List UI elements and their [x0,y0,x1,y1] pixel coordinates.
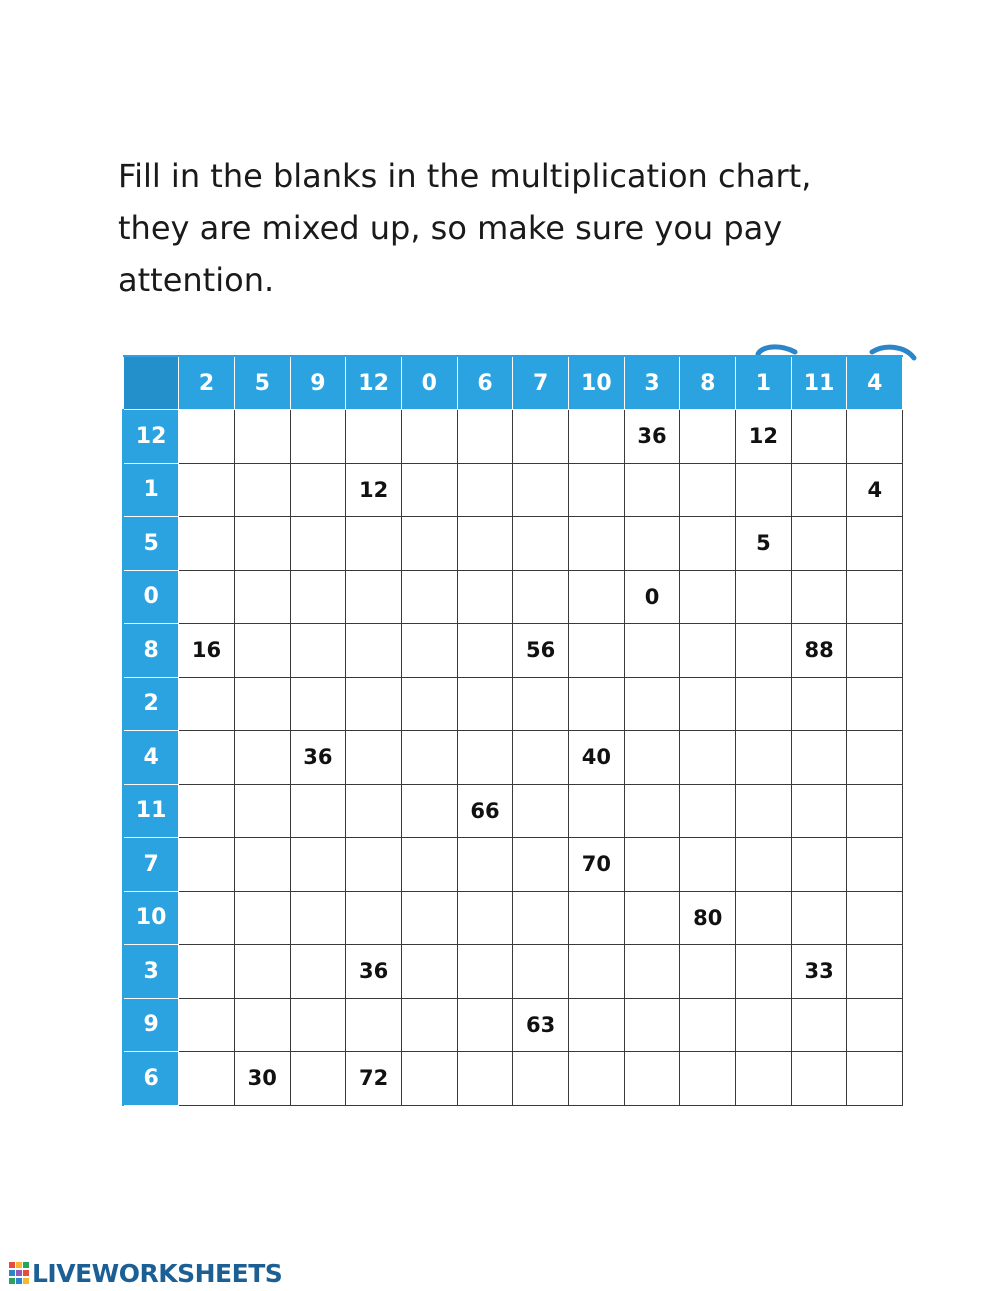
blank-answer-cell[interactable] [457,945,513,999]
table-row [123,410,903,464]
given-product-cell: 80 [680,891,736,945]
blank-answer-cell[interactable] [234,891,290,945]
blank-answer-cell[interactable] [179,838,235,892]
blank-answer-cell[interactable] [290,463,346,517]
blank-answer-cell[interactable] [624,838,680,892]
blank-answer-cell[interactable] [234,410,290,464]
blank-answer-cell[interactable] [401,731,457,785]
row-header-8: 8 [123,624,179,678]
given-product-cell: 4 [847,463,903,517]
blank-answer-cell[interactable] [791,1052,847,1106]
column-header-2: 2 [179,356,235,410]
blank-answer-cell[interactable] [847,998,903,1052]
blank-answer-cell[interactable] [791,838,847,892]
given-product-cell: 40 [569,731,625,785]
table-row [123,945,903,999]
given-product-cell: 70 [569,838,625,892]
blank-answer-cell[interactable] [290,570,346,624]
given-product-cell: 66 [457,784,513,838]
given-product-cell: 30 [234,1052,290,1106]
blank-answer-cell[interactable] [401,998,457,1052]
table-row [123,784,903,838]
column-header-4: 4 [847,356,903,410]
blank-answer-cell[interactable] [346,677,402,731]
blank-answer-cell[interactable] [179,677,235,731]
table-row [123,624,903,678]
column-header-5: 5 [234,356,290,410]
row-header-0: 0 [123,570,179,624]
blank-answer-cell[interactable] [791,677,847,731]
blank-answer-cell[interactable] [513,677,569,731]
row-header-2: 2 [123,677,179,731]
blank-answer-cell[interactable] [346,838,402,892]
blank-answer-cell[interactable] [736,838,792,892]
blank-answer-cell[interactable] [624,731,680,785]
blank-answer-cell[interactable] [234,517,290,571]
blank-answer-cell[interactable] [513,570,569,624]
brand-name: LIVEWORKSHEETS [32,1258,283,1288]
blank-answer-cell[interactable] [569,1052,625,1106]
blank-answer-cell[interactable] [234,784,290,838]
given-product-cell: 72 [346,1052,402,1106]
row-header-9: 9 [123,998,179,1052]
blank-answer-cell[interactable] [624,998,680,1052]
blank-answer-cell[interactable] [290,838,346,892]
row-header-5: 5 [123,517,179,571]
blank-answer-cell[interactable] [346,517,402,571]
corner-cell [123,356,179,410]
column-header-10: 10 [569,356,625,410]
blank-answer-cell[interactable] [346,410,402,464]
blank-answer-cell[interactable] [457,463,513,517]
blank-answer-cell[interactable] [401,517,457,571]
blank-answer-cell[interactable] [179,1052,235,1106]
blank-answer-cell[interactable] [401,945,457,999]
blank-answer-cell[interactable] [624,624,680,678]
blank-answer-cell[interactable] [680,1052,736,1106]
blank-answer-cell[interactable] [290,784,346,838]
blank-answer-cell[interactable] [401,1052,457,1106]
blank-answer-cell[interactable] [290,998,346,1052]
row-header-12: 12 [123,410,179,464]
blank-answer-cell[interactable] [457,410,513,464]
blank-answer-cell[interactable] [624,945,680,999]
given-product-cell: 0 [624,570,680,624]
blank-answer-cell[interactable] [513,945,569,999]
blank-answer-cell[interactable] [346,891,402,945]
blank-answer-cell[interactable] [569,624,625,678]
blank-answer-cell[interactable] [401,463,457,517]
blank-answer-cell[interactable] [624,891,680,945]
blank-answer-cell[interactable] [457,517,513,571]
given-product-cell: 5 [736,517,792,571]
blank-answer-cell[interactable] [457,891,513,945]
blank-answer-cell[interactable] [847,570,903,624]
instructions-line-2: they are mixed up, so make sure you pay [118,209,783,247]
blank-answer-cell[interactable] [513,891,569,945]
table-row [123,838,903,892]
blank-answer-cell[interactable] [401,784,457,838]
column-header-1: 1 [736,356,792,410]
blank-answer-cell[interactable] [569,677,625,731]
column-header-6: 6 [457,356,513,410]
blank-answer-cell[interactable] [791,570,847,624]
blank-answer-cell[interactable] [234,463,290,517]
blank-answer-cell[interactable] [290,1052,346,1106]
blank-answer-cell[interactable] [847,784,903,838]
given-product-cell: 12 [346,463,402,517]
table-row [123,463,903,517]
table-row [123,570,903,624]
blank-answer-cell[interactable] [847,517,903,571]
row-header-10: 10 [123,891,179,945]
row-header-3: 3 [123,945,179,999]
column-header-0: 0 [401,356,457,410]
row-header-6: 6 [123,1052,179,1106]
blank-answer-cell[interactable] [234,624,290,678]
column-header-12: 12 [346,356,402,410]
given-product-cell: 88 [791,624,847,678]
blank-answer-cell[interactable] [847,410,903,464]
blank-answer-cell[interactable] [513,463,569,517]
blank-answer-cell[interactable] [791,731,847,785]
blank-answer-cell[interactable] [736,624,792,678]
blank-answer-cell[interactable] [569,410,625,464]
blank-answer-cell[interactable] [680,410,736,464]
blank-answer-cell[interactable] [680,998,736,1052]
blank-answer-cell[interactable] [736,784,792,838]
blank-answer-cell[interactable] [736,677,792,731]
blank-answer-cell[interactable] [401,838,457,892]
blank-answer-cell[interactable] [569,945,625,999]
blank-answer-cell[interactable] [736,1052,792,1106]
blank-answer-cell[interactable] [290,891,346,945]
blank-answer-cell[interactable] [791,517,847,571]
given-product-cell: 36 [346,945,402,999]
blank-answer-cell[interactable] [791,463,847,517]
blank-answer-cell[interactable] [736,945,792,999]
blank-answer-cell[interactable] [179,731,235,785]
blank-answer-cell[interactable] [513,731,569,785]
blank-answer-cell[interactable] [569,998,625,1052]
given-product-cell: 36 [290,731,346,785]
blank-answer-cell[interactable] [346,731,402,785]
blank-answer-cell[interactable] [290,624,346,678]
blank-answer-cell[interactable] [179,410,235,464]
blank-answer-cell[interactable] [346,998,402,1052]
column-header-8: 8 [680,356,736,410]
blank-answer-cell[interactable] [736,891,792,945]
row-header-7: 7 [123,838,179,892]
blank-answer-cell[interactable] [680,731,736,785]
blank-answer-cell[interactable] [234,945,290,999]
blank-answer-cell[interactable] [401,570,457,624]
column-header-11: 11 [791,356,847,410]
blank-answer-cell[interactable] [179,945,235,999]
blank-answer-cell[interactable] [179,784,235,838]
given-product-cell: 56 [513,624,569,678]
table-row [123,677,903,731]
blank-answer-cell[interactable] [401,624,457,678]
chart-body [123,410,903,1106]
blank-answer-cell[interactable] [234,838,290,892]
table-row [123,998,903,1052]
table-row [123,1052,903,1106]
blank-answer-cell[interactable] [513,410,569,464]
given-product-cell: 36 [624,410,680,464]
instructions-line-1: Fill in the blanks in the multiplication chart, [118,157,812,195]
blank-answer-cell[interactable] [680,463,736,517]
blank-answer-cell[interactable] [513,1052,569,1106]
blank-answer-cell[interactable] [736,570,792,624]
column-header-3: 3 [624,356,680,410]
blank-answer-cell[interactable] [847,1052,903,1106]
blank-answer-cell[interactable] [179,998,235,1052]
blank-answer-cell[interactable] [179,463,235,517]
blank-answer-cell[interactable] [401,410,457,464]
given-product-cell: 63 [513,998,569,1052]
brand-footer [8,1258,282,1288]
blank-answer-cell[interactable] [847,891,903,945]
instructions-line-3: attention. [118,261,275,299]
blank-answer-cell[interactable] [234,998,290,1052]
blank-answer-cell[interactable] [290,677,346,731]
blank-answer-cell[interactable] [680,784,736,838]
row-header-4: 4 [123,731,179,785]
blank-answer-cell[interactable] [569,463,625,517]
row-header-1: 1 [123,463,179,517]
blank-answer-cell[interactable] [234,677,290,731]
table-row [123,517,903,571]
blank-answer-cell[interactable] [624,784,680,838]
blank-answer-cell[interactable] [736,731,792,785]
blank-answer-cell[interactable] [513,838,569,892]
blank-answer-cell[interactable] [179,570,235,624]
blank-answer-cell[interactable] [346,784,402,838]
blank-answer-cell[interactable] [346,570,402,624]
blank-answer-cell[interactable] [680,517,736,571]
blank-answer-cell[interactable] [290,410,346,464]
instructions-text [118,150,878,306]
blank-answer-cell[interactable] [791,410,847,464]
blank-answer-cell[interactable] [680,945,736,999]
blank-answer-cell[interactable] [457,677,513,731]
blank-answer-cell[interactable] [680,838,736,892]
blank-answer-cell[interactable] [290,945,346,999]
blank-answer-cell[interactable] [680,624,736,678]
table-row [123,731,903,785]
blank-answer-cell[interactable] [791,998,847,1052]
row-header-11: 11 [123,784,179,838]
blank-answer-cell[interactable] [791,891,847,945]
blank-answer-cell[interactable] [569,891,625,945]
blank-answer-cell[interactable] [346,624,402,678]
blank-answer-cell[interactable] [624,517,680,571]
blank-answer-cell[interactable] [569,517,625,571]
blank-answer-cell[interactable] [513,784,569,838]
blank-answer-cell[interactable] [569,784,625,838]
blank-answer-cell[interactable] [624,677,680,731]
blank-answer-cell[interactable] [624,1052,680,1106]
blank-answer-cell[interactable] [401,677,457,731]
blank-answer-cell[interactable] [457,731,513,785]
blank-answer-cell[interactable] [569,570,625,624]
blank-answer-cell[interactable] [401,891,457,945]
blank-answer-cell[interactable] [680,677,736,731]
blank-answer-cell[interactable] [847,677,903,731]
given-product-cell: 12 [736,410,792,464]
blank-answer-cell[interactable] [290,517,346,571]
blank-answer-cell[interactable] [847,945,903,999]
blank-answer-cell[interactable] [234,731,290,785]
blank-answer-cell[interactable] [513,517,569,571]
blank-answer-cell[interactable] [847,731,903,785]
table-row [123,891,903,945]
column-header-9: 9 [290,356,346,410]
given-product-cell: 16 [179,624,235,678]
blank-answer-cell[interactable] [457,838,513,892]
blank-answer-cell[interactable] [847,838,903,892]
blank-answer-cell[interactable] [736,463,792,517]
blank-answer-cell[interactable] [791,784,847,838]
blank-answer-cell[interactable] [457,624,513,678]
blank-answer-cell[interactable] [457,1052,513,1106]
blank-answer-cell[interactable] [179,891,235,945]
blank-answer-cell[interactable] [234,570,290,624]
blank-answer-cell[interactable] [457,570,513,624]
blank-answer-cell[interactable] [736,998,792,1052]
blank-answer-cell[interactable] [624,463,680,517]
blank-answer-cell[interactable] [179,517,235,571]
given-product-cell: 33 [791,945,847,999]
blank-answer-cell[interactable] [457,998,513,1052]
column-header-row [123,356,903,410]
blank-answer-cell[interactable] [847,624,903,678]
blank-answer-cell[interactable] [680,570,736,624]
liveworksheets-logo-icon [8,1261,30,1285]
column-header-7: 7 [513,356,569,410]
multiplication-chart [122,355,903,1106]
